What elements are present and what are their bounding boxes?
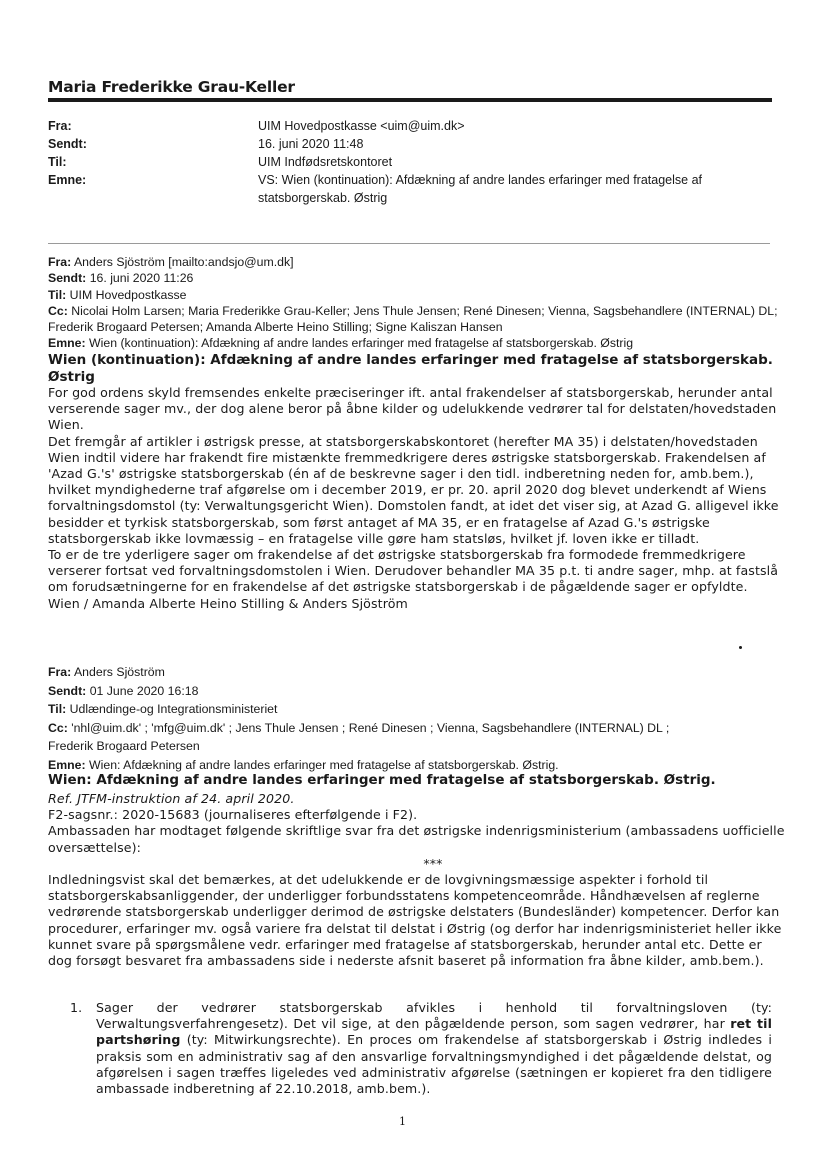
fwd2-cc-cont: Frederik Brogaard Petersen bbox=[48, 739, 200, 754]
forward-header-2 bbox=[48, 663, 778, 775]
header-row-to bbox=[48, 153, 772, 171]
paragraph: Indledningsvist skal det bemærkes, at det udelukkende er de lovgivningsmæssige aspekter i forhold til statsborgerskabsanliggender, der underligger forbundsstatens kompetenceområde. Håndhævelsen af reglerne vedrørende statsborgerskab underligger derimod de østrigske delstaters (Bundesländer) kompetencer. Derfor kan procedurer, erfaringer mv. også variere fra delstat til delstat i Østrig (og derfor har indenrigsministeriet heller ikke kunnet svare på spørgsmålene vedr. erfaringer med fratagelse af statsborgerskab, herunder antal etc. Dette er dog forsøgt besvaret fra ambassadens side i nederste afsnit baseret på information fra åbne kilder, amb.bem.). bbox=[48, 872, 782, 969]
sender-name: Maria Frederikke Grau-Keller bbox=[48, 78, 295, 96]
header-label: Emne: bbox=[48, 173, 87, 187]
fwd1-cc: Cc: Nicolai Holm Larsen; Maria Frederikke Grau-Keller; Jens Thule Jensen; René Dinesen; Vienna, Sagsbehandlere (INTERNAL) DL; Frederik Brogaard Petersen; Amanda Alberte Heino Stilling; Signe Kaliszan Hansen bbox=[48, 303, 778, 335]
header-value: UIM Indfødsretskontoret bbox=[258, 155, 393, 169]
email-header bbox=[48, 117, 772, 207]
fwd2-from: Fra: Anders Sjöström bbox=[48, 665, 165, 679]
fwd2-body bbox=[48, 791, 788, 969]
stray-mark bbox=[739, 646, 742, 649]
fwd2-title: Wien: Afdækning af andre landes erfaringer med fratagelse af statsborgerskab. Østrig. bbox=[48, 772, 716, 788]
fwd2-sent: Sendt: 01 June 2020 16:18 bbox=[48, 683, 199, 698]
header-row-sent bbox=[48, 135, 772, 153]
signature: Wien / Amanda Alberte Heino Stilling & Anders Sjöström bbox=[48, 595, 408, 611]
paragraph: Det fremgår af artikler i østrigsk presse, at statsborgerskabskontoret (herefter MA 35) i delstaten/hovedstaden Wien indtil videre har frakendt fire mistænkte fremmedkrigere deres østrigske statsborgerskab. Frakendelsen af 'Azad G.'s' østrigske statsborgerskab (én af de beskrevne sager i den tidl. indberetning neden for, amb.bem.), hvilket myndighederne traf afgørelse om i december 2019, er pr. 20. april 2020 dog blevet underkendt af Wiens forvaltningsdomstol (ty: Verwaltungsgericht Wien). Domstolen fandt, at idet det viser sig, at Azad G. alligevel ikke besidder et tyrkisk statsborgerskab, som først antaget af MA 35, er en fratagelse af Azad G.'s østrigske statsborgerskab ikke lovmæssig – en fratagelse ville gøre ham statsløs, hvilket jf. loven ikke er tilladt. bbox=[48, 433, 779, 546]
fwd2-to: Til: Udlændinge-og Integrationsministeriet bbox=[48, 702, 278, 717]
intro-paragraph: Ambassaden har modtaget følgende skriftlige svar fra det østrigske indenrigsministerium (ambassadens uofficielle oversættelse): bbox=[48, 823, 785, 855]
fwd2-subject: Emne: Wien: Afdækning af andre landes erfaringer med fratagelse af statsborgerskab. Østrig. bbox=[48, 757, 559, 772]
header-label: Sendt: bbox=[48, 137, 87, 151]
header-value: UIM Hovedpostkasse <uim@uim.dk> bbox=[258, 119, 465, 133]
page-number: 1 bbox=[399, 1115, 406, 1128]
forward-header-1 bbox=[48, 254, 778, 352]
case-number: F2-sagsnr.: 2020-15683 (journaliseres efterfølgende i F2). bbox=[48, 807, 418, 823]
reference: Ref. JTFM-instruktion af 24. april 2020. bbox=[48, 791, 295, 806]
fwd1-to: Til: UIM Hovedpostkasse bbox=[48, 287, 187, 302]
separator-rule bbox=[48, 243, 770, 244]
header-label: Fra: bbox=[48, 119, 72, 133]
paragraph: To er de tre yderligere sager om frakendelse af det østrigske statsborgerskab fra formodede fremmedkrigere verserer fortsat ved forvaltningsdomstolen i Wien. Derudover behandler MA 35 p.t. ti andre sager, mhp. at fastslå om forudsætningerne for en frakendelse af det østrigske statsborgerskab i de pågældende sager er opfyldte. bbox=[48, 547, 779, 595]
header-label: Til: bbox=[48, 155, 67, 169]
header-value: VS: Wien (kontinuation): Afdækning af andre landes erfaringer med fratagelse af statsborgerskab. Østrig bbox=[258, 173, 703, 205]
list-number: 1. bbox=[70, 1000, 83, 1015]
header-rule bbox=[48, 98, 772, 102]
header-row-subject bbox=[48, 171, 772, 207]
fwd1-from: Fra: Anders Sjöström [mailto:andsjo@um.dk] bbox=[48, 255, 294, 269]
header-value: 16. juni 2020 11:48 bbox=[258, 137, 364, 151]
paragraph: For god ordens skyld fremsendes enkelte præciseringer ift. antal frakendelser af statsborgerskab, herunder antal verserende sager mv., der dog alene beror på åbne kilder og udelukkende vedrører tal for delstaten/hovedstaden Wien. bbox=[48, 385, 777, 433]
fwd1-body bbox=[48, 385, 788, 612]
fwd1-sent: Sendt: 16. juni 2020 11:26 bbox=[48, 271, 194, 286]
list-text: Sager der vedrører statsborgerskab afvikles i henhold til forvaltningsloven (ty: Verwaltungsverfahrengesetz). Det vil sige, at den pågældende person, som sagen vedrører, har ret til partshøring (ty: Mitwirkungsrechte). En proces om frakendelse af statsborgerskab i Østrig indledes i praksis som en administrativ sag af den ansvarlige forvaltningsmyndighed i det pågældende delstat, og afgørelsen i sagen træffes ligeledes ved administrativ afgørelse (sætningen er kopieret fra den tidligere ambassade indberetning af 22.10.2018, amb.bem.). bbox=[96, 1000, 772, 1097]
fwd1-subject: Emne: Wien (kontinuation): Afdækning af andre landes erfaringer med fratagelse af statsborgerskab. Østrig bbox=[48, 336, 634, 351]
fwd1-title: Wien (kontinuation): Afdækning af andre landes erfaringer med fratagelse af statsborgerskab. Østrig bbox=[48, 352, 773, 385]
fwd2-cc: Cc: 'nhl@uim.dk' ; 'mfg@uim.dk' ; Jens Thule Jensen ; René Dinesen ; Vienna, Sagsbehandlere (INTERNAL) DL ; bbox=[48, 720, 670, 735]
section-divider: *** bbox=[423, 855, 443, 871]
header-row-from bbox=[48, 117, 772, 135]
